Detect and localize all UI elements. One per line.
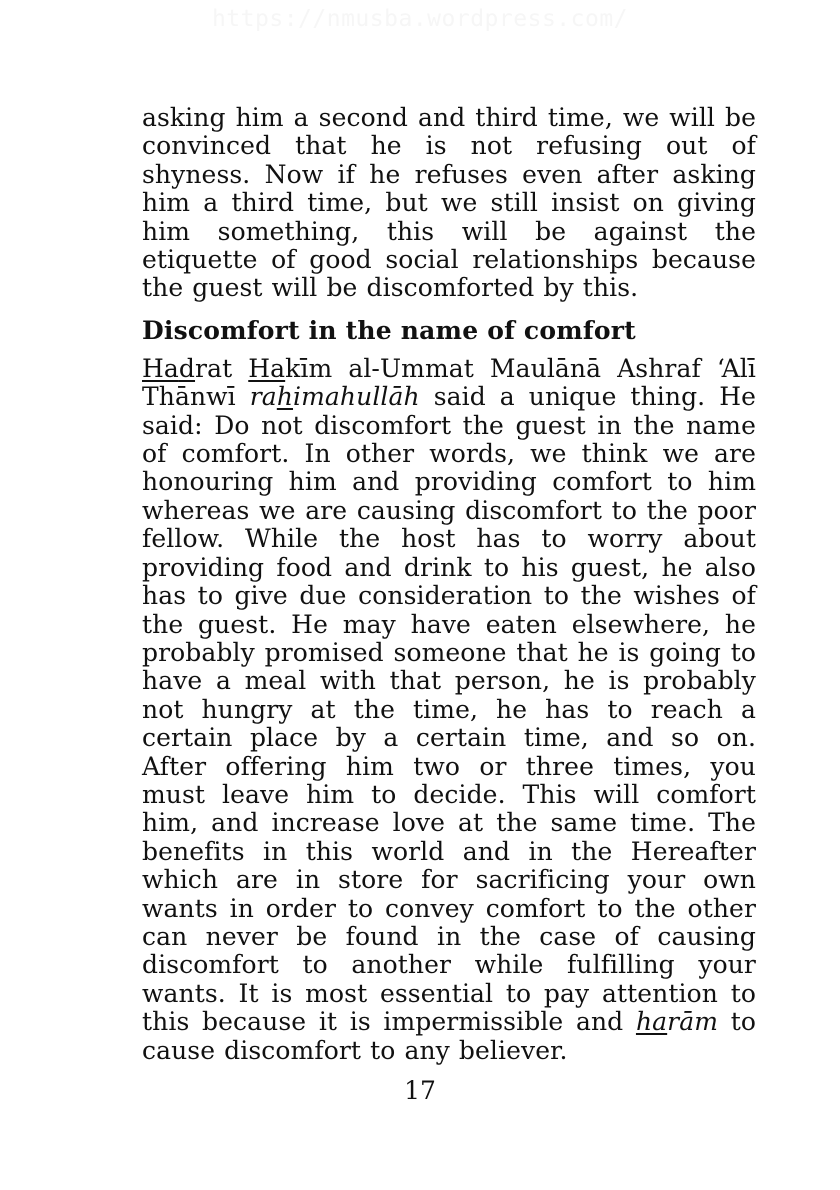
text-segment: d (178, 353, 196, 383)
paragraph-guest-refusal: asking him a second and third time, we will be convinced that he is not refusing out of shyness. Now if he refuses even after asking him a third time, but we still insist on giving him something, this will be against the etiquette of good social relationships because the guest will be discomforted by this. (142, 103, 756, 303)
text-segment: rām (667, 1007, 719, 1037)
page-content (142, 0, 756, 1065)
text-segment: rat (195, 353, 249, 383)
text-segment: said a unique thing. He said: Do not discomfort the guest in the name of comfort. In other words, we think we are honouring him and providing comfort to him whereas we are causing discomfort to the poor fellow. While the host has to worry about providing food and drink to his guest, he also has to give due consideration to the wishes of the guest. He may have eaten elsewhere, he probably promised someone that he is going to have a meal with that person, he is probably not hungry at the time, he has to reach a certain place by a certain time, and so on. After offering him two or three times, you must leave him to decide. This will comfort him, and increase love at the same time. The benefits in this world and in the Hereafter which are in store for sacrificing your own wants in order to convey comfort to the other can never be found in the case of causing discomfort to another while fulfilling your wants. It is most essential to pay attention to this because it is impermissible and (142, 382, 756, 1037)
section-heading: Discomfort in the name of comfort (142, 315, 636, 345)
text-segment: imahullāh (293, 382, 420, 412)
text-segment: Ha (248, 353, 286, 383)
text-segment: Ha (142, 353, 179, 383)
text-segment: ha (635, 1007, 668, 1037)
paragraph-discomfort-in-comfort (142, 355, 756, 1065)
text-segment: h (276, 382, 294, 412)
page-number: 17 (404, 1076, 436, 1105)
text-segment: ra (249, 382, 277, 412)
text-segment: kīm al-Ummat Maulānā Ashraf ‘Alī Thānwī (142, 353, 757, 412)
watermark-url: https://nmusba.wordpress.com/ (211, 6, 629, 32)
text-segment: to cause discomfort to any believer. (142, 1007, 756, 1065)
